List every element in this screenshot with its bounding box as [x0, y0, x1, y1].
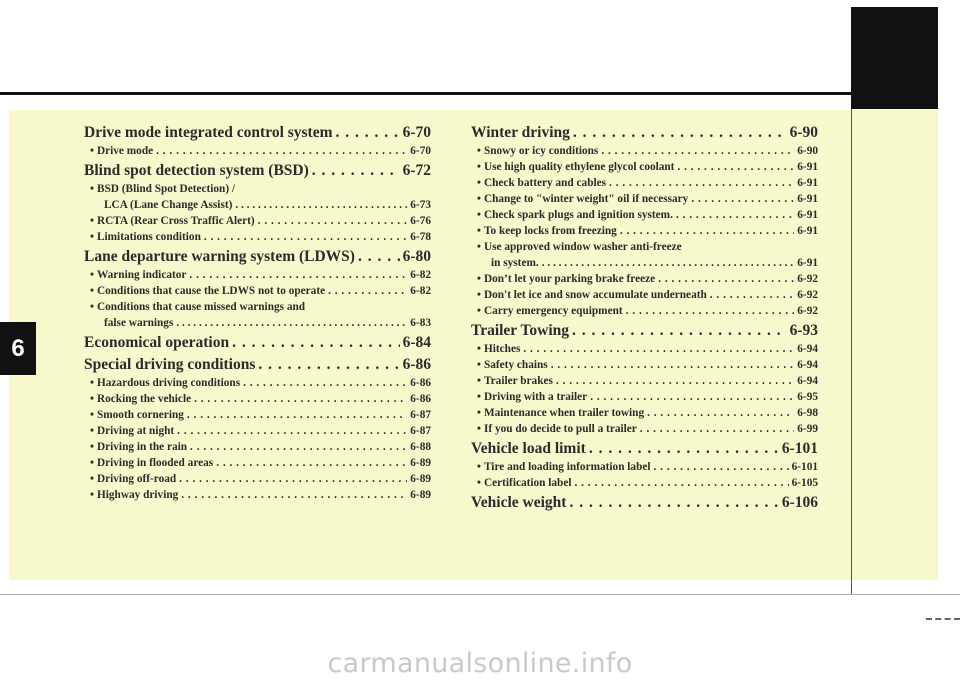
toc-entry-title: Trailer brakes	[483, 375, 553, 387]
bullet-icon: •	[90, 183, 94, 195]
toc-section-entry[interactable]	[471, 493, 818, 513]
toc-item-entry[interactable]	[84, 299, 431, 315]
toc-item-entry[interactable]	[84, 375, 431, 391]
bullet-icon: •	[477, 391, 481, 403]
toc-item-entry[interactable]	[471, 207, 818, 223]
dot-leader	[589, 439, 779, 459]
bullet-icon: •	[477, 423, 481, 435]
toc-section-entry[interactable]	[471, 123, 818, 143]
dot-leader	[358, 247, 400, 267]
bullet-icon: •	[477, 305, 481, 317]
bullet-icon: •	[477, 145, 481, 157]
toc-page-number: 6-82	[410, 285, 431, 297]
dot-leader	[243, 375, 407, 391]
page-number-marker	[926, 618, 960, 622]
toc-page-number: 6-91	[797, 209, 818, 221]
bullet-icon: •	[90, 457, 94, 469]
toc-item-entry[interactable]	[471, 143, 818, 159]
bullet-icon: •	[477, 461, 481, 473]
dot-leader	[677, 159, 794, 175]
toc-entry-title: Economical operation	[84, 334, 230, 351]
bullet-icon: •	[477, 289, 481, 301]
toc-item-continuation[interactable]	[84, 315, 431, 331]
toc-page-number: 6-80	[402, 248, 431, 265]
toc-page-number: 6-91	[797, 257, 818, 269]
bullet-icon: •	[90, 441, 94, 453]
toc-page-number: 6-89	[410, 473, 431, 485]
bullet-icon: •	[90, 285, 94, 297]
toc-item-entry[interactable]	[84, 455, 431, 471]
dot-leader	[179, 471, 407, 487]
toc-item-entry[interactable]	[84, 423, 431, 439]
toc-left-column	[84, 121, 431, 503]
dot-leader	[336, 123, 400, 143]
toc-item-entry[interactable]	[471, 373, 818, 389]
toc-section-entry[interactable]	[84, 333, 431, 353]
toc-entry-title: RCTA (Rear Cross Traffic Alert)	[96, 215, 255, 227]
bullet-icon: •	[90, 215, 94, 227]
toc-page-number: 6-91	[797, 161, 818, 173]
toc-item-entry[interactable]	[471, 271, 818, 287]
bullet-icon: •	[477, 375, 481, 387]
bullet-icon: •	[477, 193, 481, 205]
dot-leader	[258, 213, 408, 229]
toc-page-number: 6-91	[797, 225, 818, 237]
dot-leader	[542, 255, 795, 271]
toc-entry-title: Don't let ice and snow accumulate underneath	[483, 289, 707, 301]
dot-leader	[658, 271, 794, 287]
toc-item-entry[interactable]	[471, 303, 818, 319]
dot-leader	[328, 283, 407, 299]
bullet-icon: •	[477, 343, 481, 355]
toc-entry-title: Warning indicator	[96, 269, 187, 281]
toc-entry-title: Check battery and cables	[483, 177, 607, 189]
toc-entry-title: LCA (Lane Change Assist)	[104, 199, 233, 211]
toc-page-number: 6-86	[410, 393, 431, 405]
toc-entry-title: Carry emergency equipment	[483, 305, 623, 317]
bullet-icon: •	[477, 273, 481, 285]
dot-leader	[569, 493, 778, 513]
toc-page-number: 6-92	[797, 289, 818, 301]
toc-entry-title: Use high quality ethylene glycol coolant	[483, 161, 675, 173]
dot-leader	[691, 191, 794, 207]
chapter-header-block	[851, 7, 938, 109]
toc-item-entry[interactable]	[84, 181, 431, 197]
toc-item-entry[interactable]	[471, 239, 818, 255]
toc-page-number: 6-106	[781, 494, 818, 511]
toc-page-number: 6-90	[789, 124, 818, 141]
dot-leader	[676, 207, 794, 223]
bullet-icon: •	[477, 477, 481, 489]
toc-item-entry[interactable]	[471, 389, 818, 405]
toc-item-entry[interactable]	[471, 405, 818, 421]
dot-leader	[609, 175, 794, 191]
toc-entry-title: Highway driving	[96, 489, 179, 501]
toc-entry-title: in system.	[491, 257, 539, 269]
dot-leader	[190, 439, 407, 455]
toc-page-number: 6-89	[410, 457, 431, 469]
toc-entry-title: Vehicle load limit	[471, 440, 586, 457]
toc-entry-title: Snowy or icy conditions	[483, 145, 599, 157]
toc-page-number: 6-88	[410, 441, 431, 453]
bullet-icon: •	[90, 377, 94, 389]
dot-leader	[551, 357, 795, 373]
dot-leader	[556, 373, 794, 389]
toc-entry-title: Lane departure warning system (LDWS)	[84, 248, 355, 265]
toc-entry-title: Hitches	[483, 343, 521, 355]
bullet-icon: •	[477, 359, 481, 371]
toc-section-entry[interactable]	[84, 123, 431, 143]
dot-leader	[590, 389, 794, 405]
toc-page-number: 6-76	[410, 215, 431, 227]
toc-page-number: 6-94	[797, 375, 818, 387]
toc-entry-title: Conditions that cause missed warnings and	[96, 301, 306, 313]
toc-page-number: 6-70	[410, 145, 431, 157]
toc-page-number: 6-94	[797, 343, 818, 355]
toc-entry-title: Blind spot detection system (BSD)	[84, 162, 309, 179]
toc-section-entry[interactable]	[84, 355, 431, 375]
toc-page-number: 6-89	[410, 489, 431, 501]
bullet-icon: •	[90, 301, 94, 313]
header-rule	[0, 92, 851, 95]
toc-item-entry[interactable]	[84, 487, 431, 503]
toc-page-number: 6-101	[781, 440, 818, 457]
toc-entry-title: Check spark plugs and ignition system.	[483, 209, 673, 221]
dot-leader	[575, 475, 789, 491]
toc-entry-title: false warnings	[104, 317, 174, 329]
bullet-icon: •	[90, 231, 94, 243]
dot-leader	[710, 287, 795, 303]
toc-entry-title: Certification label	[483, 477, 572, 489]
toc-page-number: 6-82	[410, 269, 431, 281]
toc-item-entry[interactable]	[471, 459, 818, 475]
toc-entry-title: Change to "winter weight" oil if necessary	[483, 193, 689, 205]
dot-leader	[235, 197, 407, 213]
toc-item-entry[interactable]	[471, 223, 818, 239]
toc-page-number: 6-70	[402, 124, 431, 141]
toc-entry-title: Safety chains	[483, 359, 548, 371]
bullet-icon: •	[477, 241, 481, 253]
dot-leader	[601, 143, 794, 159]
toc-item-entry[interactable]	[84, 267, 431, 283]
toc-entry-title: Conditions that cause the LDWS not to operate	[96, 285, 326, 297]
dot-leader	[216, 455, 407, 471]
toc-item-entry[interactable]	[471, 287, 818, 303]
bullet-icon: •	[477, 209, 481, 221]
dot-leader	[640, 421, 794, 437]
toc-entry-title: Drive mode	[96, 145, 154, 157]
toc-page-number: 6-78	[410, 231, 431, 243]
toc-entry-title: Winter driving	[471, 124, 570, 141]
toc-item-entry[interactable]	[471, 191, 818, 207]
toc-entry-title: Maintenance when trailer towing	[483, 407, 645, 419]
toc-page-number: 6-93	[789, 322, 818, 339]
toc-item-entry[interactable]	[84, 229, 431, 245]
dot-leader	[232, 333, 399, 353]
dot-leader	[572, 321, 787, 341]
toc-page-number: 6-87	[410, 425, 431, 437]
footer-rule	[0, 594, 960, 595]
dot-leader	[626, 303, 795, 319]
toc-entry-title: Limitations condition	[96, 231, 201, 243]
dot-leader	[523, 341, 794, 357]
toc-page-number: 6-90	[797, 145, 818, 157]
toc-entry-title: Don’t let your parking brake freeze	[483, 273, 656, 285]
toc-item-entry[interactable]	[471, 175, 818, 191]
watermark: carmanualsonline.info	[327, 648, 633, 679]
toc-entry-title: Drive mode integrated control system	[84, 124, 333, 141]
bullet-icon: •	[90, 145, 94, 157]
dot-leader	[647, 405, 794, 421]
toc-item-entry[interactable]	[84, 391, 431, 407]
bullet-icon: •	[90, 425, 94, 437]
toc-item-continuation[interactable]	[471, 255, 818, 271]
toc-page-number: 6-86	[402, 356, 431, 373]
toc-page-number: 6-99	[797, 423, 818, 435]
toc-page-number: 6-98	[797, 407, 818, 419]
dot-leader	[620, 223, 794, 239]
dot-leader	[181, 487, 407, 503]
chapter-number: 6	[11, 334, 25, 362]
toc-entry-title: BSD (Blind Spot Detection) /	[96, 183, 236, 195]
toc-page-number: 6-84	[402, 334, 431, 351]
toc-page-number: 6-87	[410, 409, 431, 421]
bullet-icon: •	[90, 489, 94, 501]
toc-item-entry[interactable]	[84, 283, 431, 299]
toc-item-entry[interactable]	[84, 471, 431, 487]
dot-leader	[189, 267, 407, 283]
toc-section-entry[interactable]	[84, 247, 431, 267]
toc-page-number: 6-101	[791, 461, 818, 473]
bullet-icon: •	[90, 269, 94, 281]
toc-right-column	[471, 121, 818, 513]
toc-entry-title: Driving with a trailer	[483, 391, 588, 403]
toc-entry-title: Tire and loading information label	[483, 461, 651, 473]
dot-leader	[187, 407, 407, 423]
toc-item-entry[interactable]	[84, 143, 431, 159]
margin-divider	[851, 109, 852, 594]
toc-page-number: 6-72	[402, 162, 431, 179]
toc-entry-title: Driving in the rain	[96, 441, 188, 453]
dot-leader	[156, 143, 407, 159]
toc-section-entry[interactable]	[471, 439, 818, 459]
toc-item-continuation[interactable]	[84, 197, 431, 213]
dot-leader	[194, 391, 407, 407]
toc-entry-title: Use approved window washer anti-freeze	[483, 241, 682, 253]
toc-page-number: 6-94	[797, 359, 818, 371]
toc-entry-title: Special driving conditions	[84, 356, 256, 373]
toc-page-number: 6-105	[791, 477, 818, 489]
toc-entry-title: Driving at night	[96, 425, 175, 437]
toc-page-number: 6-92	[797, 305, 818, 317]
bullet-icon: •	[477, 225, 481, 237]
bullet-icon: •	[90, 473, 94, 485]
dot-leader	[176, 315, 407, 331]
bullet-icon: •	[477, 161, 481, 173]
toc-section-entry[interactable]	[471, 321, 818, 341]
dot-leader	[204, 229, 407, 245]
dot-leader	[312, 161, 400, 181]
toc-item-entry[interactable]	[471, 357, 818, 373]
bullet-icon: •	[477, 407, 481, 419]
dot-leader	[258, 355, 399, 375]
toc-item-entry[interactable]	[84, 407, 431, 423]
toc-item-entry[interactable]	[471, 341, 818, 357]
bullet-icon: •	[90, 393, 94, 405]
toc-entry-title: Hazardous driving conditions	[96, 377, 241, 389]
dot-leader	[177, 423, 407, 439]
toc-page-number: 6-86	[410, 377, 431, 389]
dot-leader	[654, 459, 789, 475]
toc-page-number: 6-91	[797, 193, 818, 205]
toc-page-number: 6-73	[410, 199, 431, 211]
toc-item-entry[interactable]	[84, 213, 431, 229]
toc-entry-title: Driving off-road	[96, 473, 177, 485]
bullet-icon: •	[90, 409, 94, 421]
toc-page-number: 6-91	[797, 177, 818, 189]
toc-item-entry[interactable]	[84, 439, 431, 455]
toc-entry-title: Driving in flooded areas	[96, 457, 214, 469]
toc-page-number: 6-92	[797, 273, 818, 285]
toc-entry-title: Trailer Towing	[471, 322, 570, 339]
toc-entry-title: Rocking the vehicle	[96, 393, 192, 405]
toc-page-number: 6-83	[410, 317, 431, 329]
toc-item-entry[interactable]	[471, 421, 818, 437]
bullet-icon: •	[477, 177, 481, 189]
chapter-tab[interactable]	[0, 322, 36, 375]
toc-section-entry[interactable]	[84, 161, 431, 181]
toc-entry-title: Vehicle weight	[471, 494, 567, 511]
toc-page-number: 6-95	[797, 391, 818, 403]
toc-entry-title: To keep locks from freezing	[483, 225, 617, 237]
dot-leader	[573, 123, 787, 143]
toc-item-entry[interactable]	[471, 159, 818, 175]
toc-entry-title: Smooth cornering	[96, 409, 184, 421]
toc-item-entry[interactable]	[471, 475, 818, 491]
toc-entry-title: If you do decide to pull a trailer	[483, 423, 637, 435]
